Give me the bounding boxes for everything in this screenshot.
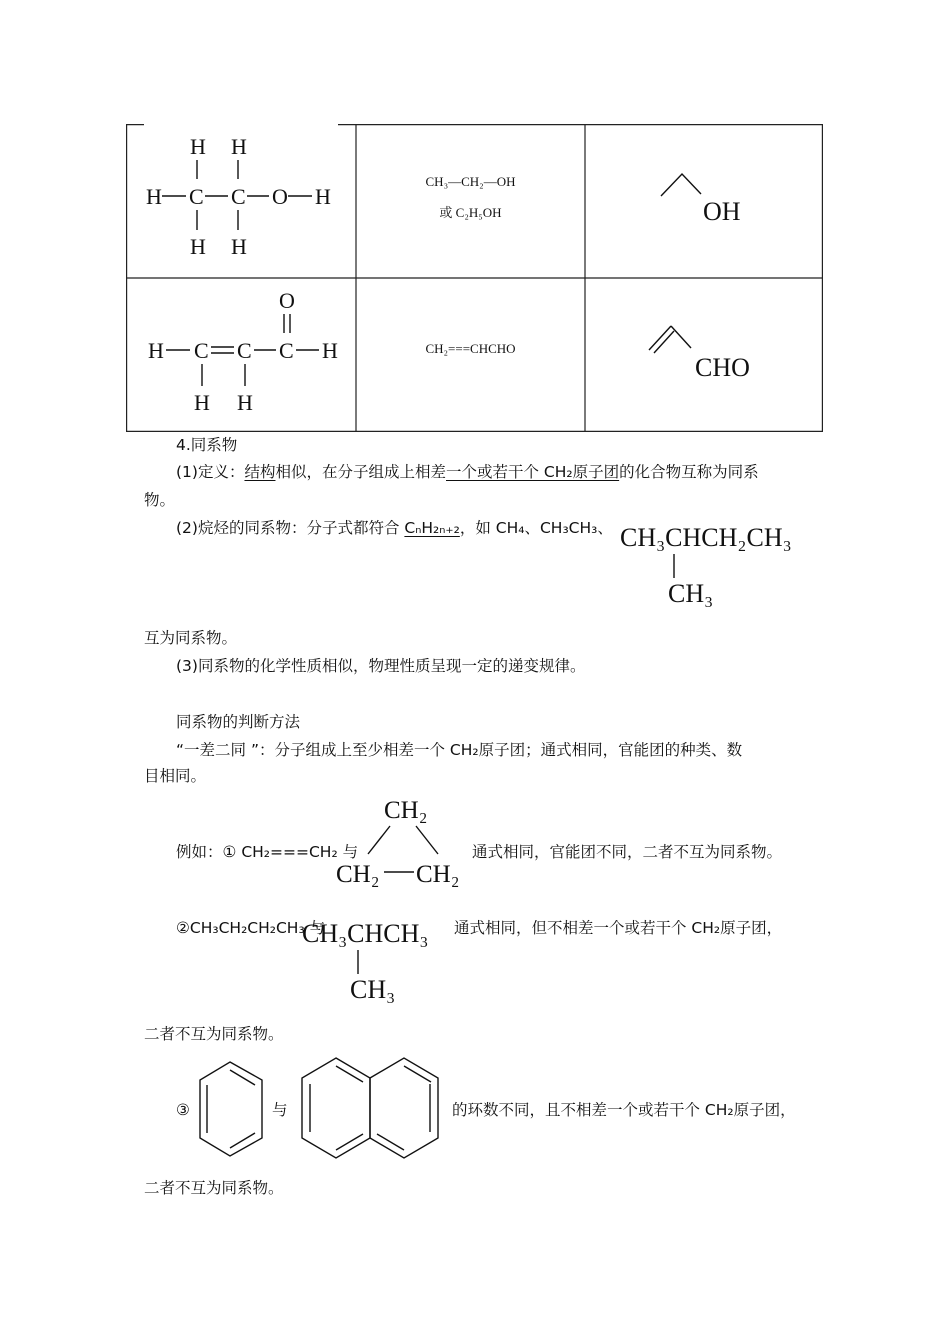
example-3-continuation: 二者不互为同系物。 xyxy=(144,1179,284,1197)
acrolein-simple-formula xyxy=(356,278,585,432)
formula-line: CH₃—CH₂—OH xyxy=(425,174,516,189)
method-title: 同系物的判断方法 xyxy=(176,713,301,731)
example-1-prefix: 例如：① CH₂===CH₂ 与 xyxy=(176,843,359,861)
atom-label: H xyxy=(148,338,164,363)
atom-label: H xyxy=(146,184,162,209)
atom-label: C xyxy=(189,184,204,209)
method-rule-continuation: 目相同。 xyxy=(144,767,207,785)
alkane-homolog-line: (2)烷烃的同系物：分子式都符合 CₙH₂ₙ₊₂，如 CH₄、CH₃CH₃、 xyxy=(176,519,613,537)
benzene-structure xyxy=(196,1058,268,1162)
atom-label: H xyxy=(190,234,206,259)
methylbutane-structure xyxy=(618,516,818,616)
example-2-suffix: 通式相同，但不相差一个或若干个 CH₂原子团， xyxy=(454,919,783,937)
example-3-connector: 与 xyxy=(272,1101,288,1119)
main-chain: CH₃CHCH₂CH₃ xyxy=(620,523,792,552)
answer-underline: 一个或若干个 CH₂原子团 xyxy=(446,463,620,481)
example-1-suffix: 通式相同，官能团不同，二者不互为同系物。 xyxy=(472,843,783,861)
example-2-continuation: 二者不互为同系物。 xyxy=(144,1025,284,1043)
section-heading: 4.同系物 xyxy=(176,436,238,454)
atom-label: O xyxy=(279,288,295,313)
atom-label: H xyxy=(237,390,253,415)
example-3-prefix: ③ xyxy=(176,1101,190,1119)
atom-label: H xyxy=(190,134,206,159)
group-label: OH xyxy=(703,197,741,226)
property-point: (3)同系物的化学性质相似，物理性质呈现一定的递变规律。 xyxy=(176,657,586,675)
formula-line: CH₂===CHCHO xyxy=(425,341,516,356)
answer-underline: 结构 xyxy=(244,463,276,481)
formula-table xyxy=(126,124,823,432)
atom-label: O xyxy=(272,184,288,209)
atom-label: H xyxy=(194,390,210,415)
atom-label: C xyxy=(279,338,294,363)
definition-continuation: 物。 xyxy=(144,491,176,509)
acrolein-skeletal-formula xyxy=(585,278,822,432)
group-label: CHO xyxy=(695,353,750,382)
atom-label: H xyxy=(231,234,247,259)
ethanol-skeletal-formula xyxy=(585,124,822,278)
ring-vertex: CH₂ xyxy=(336,861,380,888)
atom-label: C xyxy=(194,338,209,363)
method-rule: “一差二同 ”：分子组成上至少相差一个 CH₂原子团；通式相同，官能团的种类、数 xyxy=(176,741,743,759)
alkane-homolog-conclusion: 互为同系物。 xyxy=(144,629,238,647)
ethanol-simple-formula xyxy=(356,124,585,278)
main-chain: CH₃CHCH₃ xyxy=(302,919,429,948)
naphthalene-structure xyxy=(298,1054,444,1166)
definition-line: (1)定义：结构相似，在分子组成上相差一个或若干个 CH₂原子团的化合物互称为同系 xyxy=(176,463,759,481)
atom-label: H xyxy=(322,338,338,363)
example-2-prefix: ②CH₃CH₂CH₂CH₃ 与 xyxy=(176,919,326,937)
cyclopropane-structure xyxy=(332,792,472,898)
ring-vertex: CH₂ xyxy=(384,797,428,824)
branch: CH₃ xyxy=(350,975,396,1004)
atom-label: C xyxy=(237,338,252,363)
acrolein-structural-formula xyxy=(126,278,356,432)
general-formula: CₙH₂ₙ₊₂ xyxy=(404,519,460,537)
atom-label: C xyxy=(231,184,246,209)
atom-label: H xyxy=(315,184,331,209)
isobutane-structure xyxy=(300,912,460,1012)
atom-label: H xyxy=(231,134,247,159)
formula-line: 或 C₂H₅OH xyxy=(439,205,502,220)
ethanol-structural-formula xyxy=(126,124,356,278)
example-3-suffix: 的环数不同，且不相差一个或若干个 CH₂原子团， xyxy=(452,1101,796,1119)
ring-vertex: CH₂ xyxy=(416,861,460,888)
branch: CH₃ xyxy=(668,579,714,608)
